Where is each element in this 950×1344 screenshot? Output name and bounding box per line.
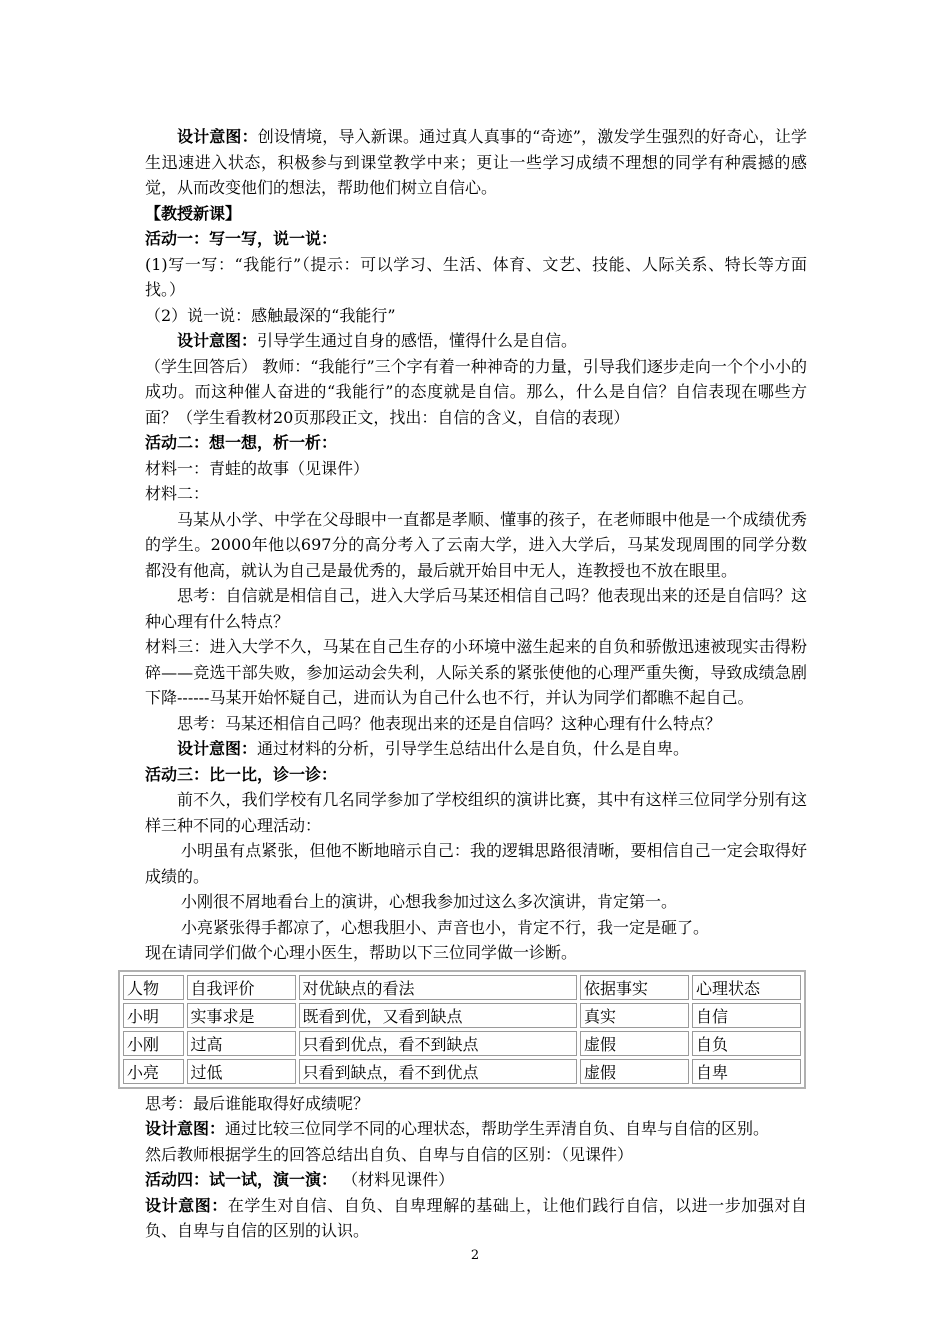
material-three: 材料三：进入大学不久，马某在自己生存的小环境中滋生起来的自负和骄傲迅速被现实击得粉碎——竞选干部失败，参加运动会失利，人际关系的紧张使他的心理严重失衡，导致成绩急剧下降------马某开始怀疑自己，进而认为自己什么也不行，并认为同学们都瞧不起自己。 (145, 637, 807, 707)
activity-two-heading: 活动二：想一想，析一析： (145, 433, 338, 452)
activity-four-heading: 活动四：试一试，演一演： （材料见课件） (145, 1170, 455, 1189)
material-two-text: 马某从小学、中学在父母眼中一直都是孝顺、懂事的孩子，在老师眼中他是一个成绩优秀的学生。2000年他以697分的高分考入了云南大学，进入大学后，马某发现周围的同学分数都没有他高，就认为自己是最优秀的，最后就开始目中无人，连教授也不放在眼里。 (145, 509, 807, 580)
table-cell: 自负 (692, 1031, 801, 1056)
activity-three-heading: 活动三：比一比，诊一诊： (145, 764, 338, 784)
table-cell: 虚假 (580, 1059, 689, 1084)
section-heading: 【教授新课】 (145, 203, 242, 223)
table-header-cell: 对优缺点的看法 (299, 975, 577, 1000)
diagnosis-prompt: 现在请同学们做个心理小医生，帮助以下三位同学做一诊断。 (145, 943, 578, 962)
table-cell: 过低 (187, 1059, 296, 1084)
think-one: 思考：自信就是相信自己，进入大学后马某还相信自己吗？他表现出来的还是自信吗？这种心理有什么特点？ (145, 586, 807, 631)
xiaogang-text: 小刚很不屑地看台上的演讲，心想我参加过这么多次演讲，肯定第一。 (181, 892, 678, 911)
design-intent-three: 设计意图：通过比较三位同学不同的心理状态，帮助学生弄清自负、自卑与自信的区别。 (145, 1119, 770, 1138)
table-header-cell: 自我评价 (187, 975, 296, 1000)
page-number: 2 (470, 1248, 480, 1263)
table-cell: 虚假 (580, 1031, 689, 1056)
xiaoming-text: 小明虽有点紧张，但他不断地暗示自己：我的逻辑思路很清晰，要相信自己一定会取得好成绩的。 (145, 841, 807, 886)
diagnosis-table (118, 970, 806, 1089)
table-cell: 小明 (123, 1003, 184, 1028)
table-row (123, 1003, 801, 1028)
teacher-summary: 然后教师根据学生的回答总结出自负、自卑与自信的区别：（见课件） (145, 1144, 634, 1164)
speech-contest-intro: 前不久，我们学校有几名同学参加了学校组织的演讲比赛，其中有这样三位同学分别有这样三种不同的心理活动： (145, 790, 807, 835)
table-cell: 小刚 (123, 1031, 184, 1056)
teacher-remark: （学生回答后） 教师：“我能行”三个字有着一种神奇的力量，引导我们逐步走向一个个小小的成功。而这种催人奋进的“我能行”的态度就是自信。那么，什么是自信？自信表现在哪些方面？（学生看教材20页那段正文，找出：自信的含义，自信的表现） (145, 356, 807, 427)
table-header-cell: 依据事实 (580, 975, 689, 1000)
material-one: 材料一：青蛙的故事（见课件） (145, 458, 370, 478)
table-cell: 只看到缺点，看不到优点 (299, 1059, 577, 1084)
table-cell: 真实 (580, 1003, 689, 1028)
table-cell: 既看到优，又看到缺点 (299, 1003, 577, 1028)
table-row (123, 1059, 801, 1084)
table-cell: 自信 (692, 1003, 801, 1028)
table-header-cell: 人物 (123, 975, 184, 1000)
table-cell: 只看到优点，看不到缺点 (299, 1031, 577, 1056)
table-cell: 自卑 (692, 1059, 801, 1084)
table-cell: 过高 (187, 1031, 296, 1056)
think-two: 思考：马某还相信自己吗？他表现出来的还是自信吗？这种心理有什么特点？ (177, 713, 722, 733)
design-intent-four: 设计意图：在学生对自信、自负、自卑理解的基础上，让他们践行自信，以进一步加强对自负、自卑与自信的区别的认识。 (145, 1195, 807, 1240)
design-intent-two: 设计意图：通过材料的分析，引导学生总结出什么是自负，什么是自卑。 (177, 739, 690, 758)
activity-one-heading: 活动一：写一写，说一说： (145, 229, 338, 248)
table-header-row (123, 975, 801, 1000)
page-content (127, 124, 807, 1244)
xiaoliang-text: 小亮紧张得手都凉了，心想我胆小、声音也小，肯定不行，我一定是砸了。 (181, 917, 710, 937)
material-two-label: 材料二： (145, 484, 210, 503)
table-cell: 小亮 (123, 1059, 184, 1084)
table-header-cell: 心理状态 (692, 975, 801, 1000)
table-row (123, 1031, 801, 1056)
design-intent-intro: 设计意图：创设情境，导入新课。通过真人真事的“奇迹”，激发学生强烈的好奇心，让学生迅速进入状态，积极参与到课堂教学中来；更让一些学习成绩不理想的同学有种震撼的感觉，从而改变他们的想法，帮助他们树立自信心。 (145, 127, 807, 197)
design-intent-one: 设计意图：引导学生通过自身的感悟，懂得什么是自信。 (177, 331, 578, 350)
think-three: 思考：最后谁能取得好成绩呢？ (145, 1093, 370, 1113)
activity-one-write: (1)写一写：“我能行”（提示：可以学习、生活、体育、文艺、技能、人际关系、特长等方面找。） (145, 254, 807, 299)
activity-one-say: （2）说一说：感触最深的“我能行” (145, 305, 396, 325)
table-cell: 实事求是 (187, 1003, 296, 1028)
